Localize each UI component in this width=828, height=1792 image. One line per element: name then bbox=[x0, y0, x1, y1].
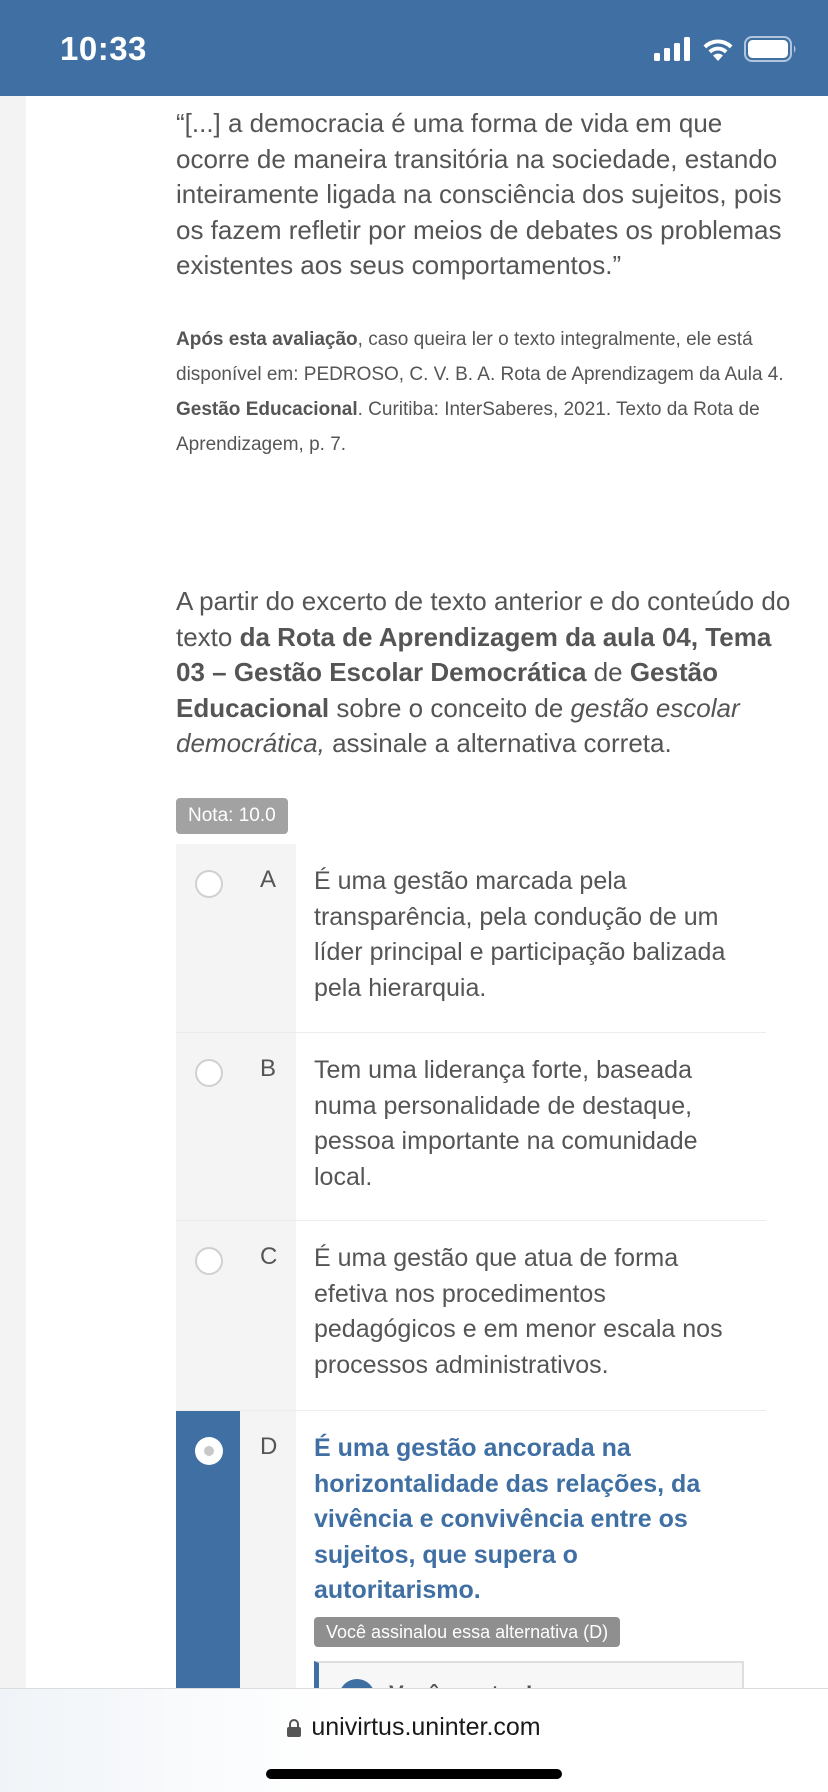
option-b[interactable] bbox=[176, 1033, 766, 1221]
question-part-1: A partir do excerto de texto anterior e do conteúdo do texto bbox=[176, 586, 791, 652]
question-part-4: assinale a alternativa correta. bbox=[324, 728, 672, 758]
quote-text: “[...] a democracia é uma forma de vida em que ocorre de maneira transitória na sociedade, estando inteiramente ligada na consciência dos sujeitos, pois os fazem refletir por meios de debates os problemas existentes aos seus comportamentos.” bbox=[176, 108, 782, 280]
option-d-radio[interactable] bbox=[195, 1437, 223, 1465]
option-d-text: É uma gestão ancorada na horizontalidade das relações, da vivência e convivência entre os sujeitos, que supera o autoritarismo. bbox=[314, 1434, 701, 1604]
question-part-3: sobre o conceito de bbox=[329, 692, 571, 723]
option-a-letter: A bbox=[260, 866, 277, 893]
url-text: univirtus.uninter.com bbox=[311, 1713, 541, 1741]
question-italic-1: gestão escolar democrática, bbox=[176, 692, 740, 758]
left-margin bbox=[0, 96, 26, 1688]
browser-bar bbox=[0, 1688, 828, 1792]
option-c[interactable] bbox=[176, 1221, 766, 1411]
reference-text bbox=[176, 322, 796, 462]
question-part-2: de bbox=[586, 657, 630, 687]
status-time: 10:33 bbox=[60, 30, 147, 67]
option-b-text: Tem uma liderança forte, baseada numa personalidade de destaque, pessoa importante na comunidade local. bbox=[314, 1056, 698, 1191]
reference-part-1: , caso queira ler o texto integralmente, ele está disponível em: PEDROSO, C. V. B. A. Rota de Aprendizagem da Aula 4. bbox=[176, 329, 784, 385]
option-c-text: É uma gestão que atua de forma efetiva nos procedimentos pedagógicos e em menor escala nos processos administrativos. bbox=[314, 1244, 723, 1379]
option-b-letter: B bbox=[260, 1055, 277, 1082]
option-c-letter: C bbox=[260, 1243, 278, 1270]
wifi-icon bbox=[702, 37, 734, 61]
reference-part-2: . Curitiba: InterSaberes, 2021. Texto da Rota de Aprendizagem, p. 7. bbox=[176, 399, 760, 455]
question-statement bbox=[176, 584, 796, 762]
option-a-text: É uma gestão marcada pela transparência, pela condução de um líder principal e participação balizada pela hierarquia. bbox=[314, 867, 726, 1002]
cellular-signal-icon bbox=[654, 37, 692, 61]
grade-badge: Nota: 10.0 bbox=[176, 798, 288, 834]
battery-icon bbox=[744, 36, 798, 62]
option-d-letter: D bbox=[260, 1433, 278, 1460]
status-bar bbox=[0, 0, 828, 96]
question-bold-2: Gestão Educacional bbox=[176, 657, 718, 723]
home-indicator[interactable] bbox=[266, 1769, 562, 1779]
question-content bbox=[26, 96, 828, 1688]
option-a-radio[interactable] bbox=[195, 870, 223, 898]
option-a[interactable] bbox=[176, 844, 766, 1033]
option-c-radio[interactable] bbox=[195, 1247, 223, 1275]
option-d[interactable] bbox=[176, 1411, 766, 1711]
answer-options bbox=[176, 844, 766, 1711]
reference-bold-intro: Após esta avaliação bbox=[176, 329, 358, 350]
reference-bold-title: Gestão Educacional bbox=[176, 399, 358, 420]
option-b-radio[interactable] bbox=[195, 1059, 223, 1087]
status-icons bbox=[654, 34, 798, 64]
lock-icon bbox=[287, 1719, 301, 1737]
question-bold-1: da Rota de Aprendizagem da aula 04, Tema 03 – Gestão Escolar Democrática bbox=[176, 621, 772, 687]
address-bar[interactable] bbox=[0, 1713, 828, 1742]
selected-badge: Você assinalou essa alternativa (D) bbox=[314, 1617, 620, 1647]
